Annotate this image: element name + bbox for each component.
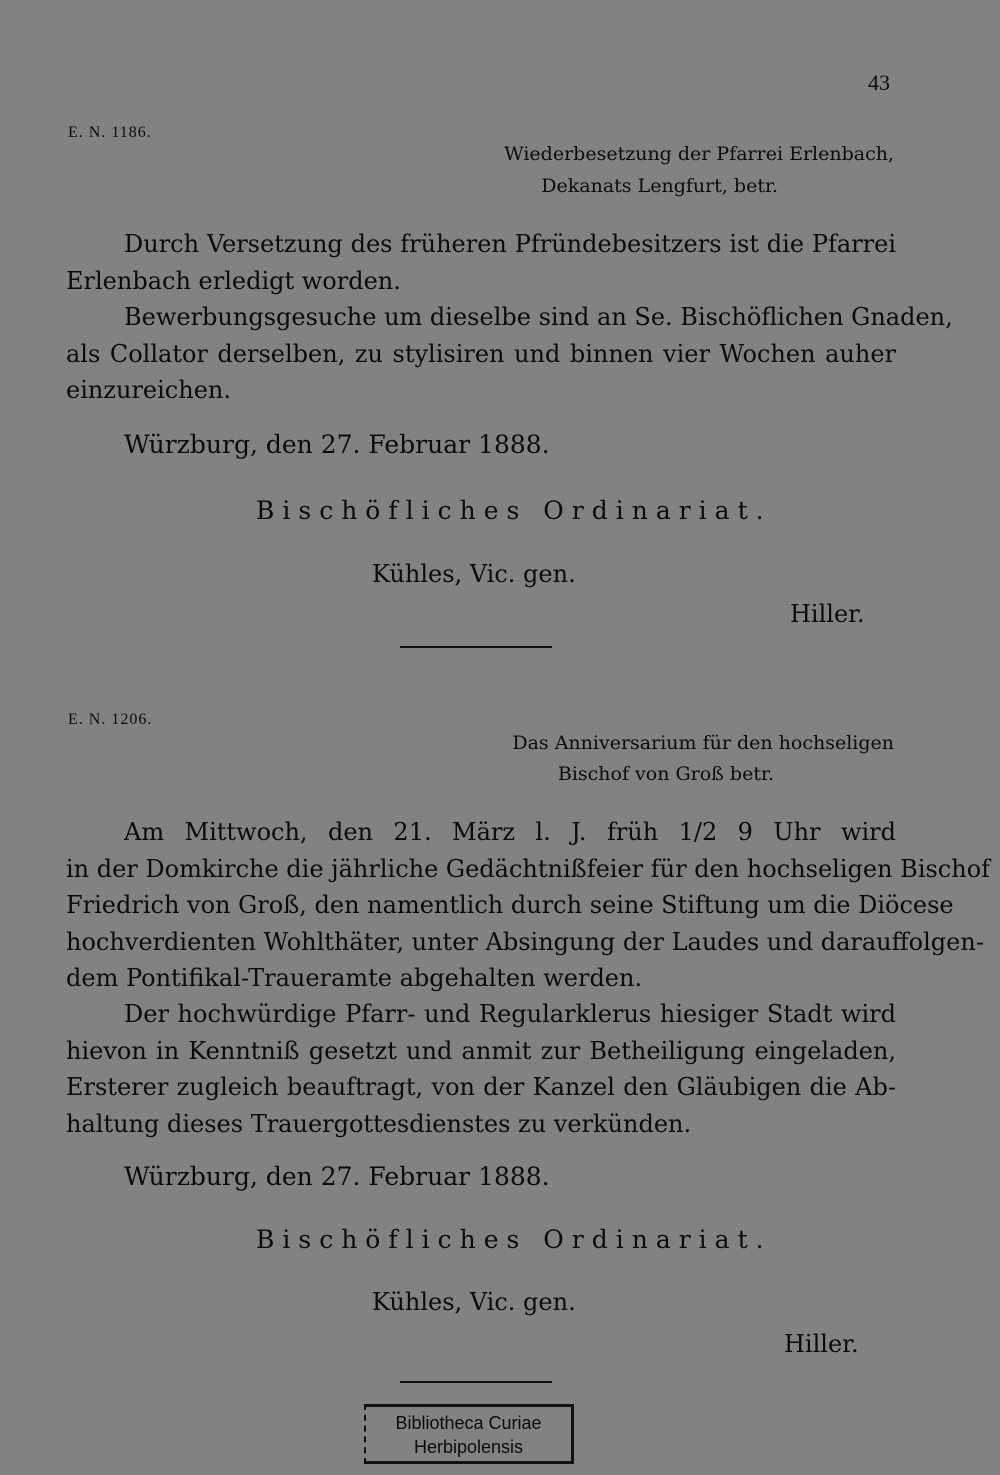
subject-line-2b: Bischof von Groß betr. (557, 763, 774, 785)
subject-line-1a: Wiederbesetzung der Pfarrei Erlenbach, (504, 143, 894, 165)
text-line: haltung dieses Trauergottesdienstes zu verkünden. (66, 1109, 692, 1138)
signature-secretary-2: Hiller. (784, 1330, 859, 1358)
text-line: Bewerbungsgesuche um dieselbe sind an Se. Bischöflichen Gnaden, (124, 303, 953, 331)
signature-vicar-2: Kühles, Vic. gen. (372, 1288, 576, 1316)
paragraph-2a (66, 814, 991, 997)
signature-secretary-1: Hiller. (790, 600, 865, 628)
paragraph-1a (66, 226, 896, 299)
signature-vicar-1: Kühles, Vic. gen. (372, 560, 576, 588)
paragraph-1b (66, 299, 953, 409)
text-line: hievon in Kenntniß gesetzt und anmit zur Betheiligung eingeladen, (66, 1036, 896, 1065)
stamp-line-2: Herbipolensis (413, 1437, 524, 1457)
subject-line-1b: Dekanats Lengfurt, betr. (541, 175, 778, 197)
text-line: Friedrich von Groß, den namentlich durch seine Stiftung um die Diöcese (66, 891, 954, 919)
text-line: einzureichen. (66, 376, 231, 404)
text-line: Ersterer zugleich beauftragt, von der Kanzel den Gläubigen die Ab- (66, 1073, 896, 1101)
subject-line-2a: Das Anniversarium für den hochseligen (512, 732, 894, 754)
authority-2: Bischöfliches Ordinariat. (256, 1225, 772, 1254)
text-line: Am Mittwoch, den 21. März l. J. früh 1/2 9 Uhr wird (124, 818, 896, 846)
text-line: hochverdienten Wohlthäter, unter Absingung der Laudes und darauffolgen- (66, 927, 984, 956)
page-number: 43 (868, 70, 890, 95)
authority-1: Bischöfliches Ordinariat. (256, 496, 772, 525)
reference-number-2: E. N. 1206. (68, 711, 153, 728)
text-line: Erlenbach erledigt worden. (66, 266, 401, 295)
section-divider (400, 646, 552, 648)
text-line: als Collator derselben, zu stylisiren und binnen vier Wochen auher (66, 339, 896, 368)
reference-number-1: E. N. 1186. (68, 124, 152, 141)
text-line: Der hochwürdige Pfarr- und Regularklerus hiesiger Stadt wird (124, 1000, 896, 1028)
end-divider (400, 1381, 552, 1383)
place-date-1: Würzburg, den 27. Februar 1888. (124, 430, 550, 459)
paragraph-2b (66, 996, 896, 1142)
library-stamp (364, 1404, 574, 1464)
text-line: dem Pontifikal-Traueramte abgehalten werden. (66, 964, 643, 992)
place-date-2: Würzburg, den 27. Februar 1888. (124, 1162, 550, 1191)
text-line: in der Domkirche die jährliche Gedächtnißfeier für den hochseligen Bischof (66, 854, 991, 883)
stamp-line-1: Bibliotheca Curiae (395, 1413, 542, 1433)
text-line: Durch Versetzung des früheren Pfründebesitzers ist die Pfarrei (124, 230, 896, 258)
